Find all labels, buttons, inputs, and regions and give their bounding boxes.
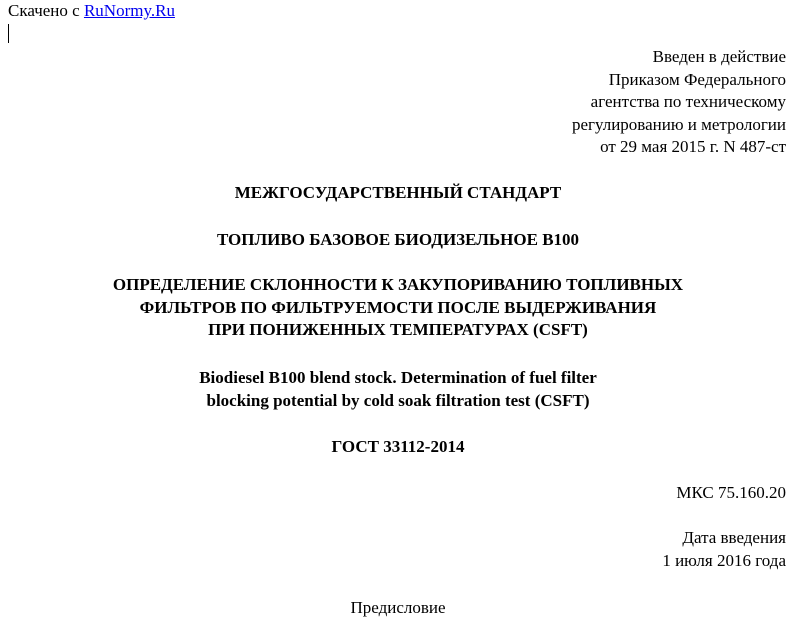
subtitle-line: ФИЛЬТРОВ ПО ФИЛЬТРУЕМОСТИ ПОСЛЕ ВЫДЕРЖИВАНИЯ (139, 297, 657, 317)
enactment-line: регулированию и метрологии (571, 114, 786, 134)
subtitle-line: ПРИ ПОНИЖЕННЫХ ТЕМПЕРАТУРАХ (CSFT) (208, 320, 588, 339)
doc-type-heading (0, 182, 790, 205)
english-title-heading (0, 367, 790, 412)
effective-date-block (386, 527, 786, 573)
source-line (8, 1, 175, 21)
preface-title: Предисловие (350, 598, 446, 617)
enactment-line: Введен в действие (652, 47, 786, 66)
source-link[interactable]: RuNormy.Ru (83, 1, 175, 20)
title-heading (0, 229, 790, 252)
subtitle-heading (0, 274, 790, 342)
effective-date: 1 июля 2016 года (662, 550, 786, 570)
enactment-line: агентства по техническому (590, 92, 786, 112)
standard-number-heading (0, 436, 790, 459)
source-prefix: Скачено с (8, 1, 84, 20)
subtitle-line: ОПРЕДЕЛЕНИЕ СКЛОННОСТИ К ЗАКУПОРИВАНИЮ ТОПЛИВНЫХ (112, 275, 684, 294)
mks-text: МКС 75.160.20 (676, 483, 786, 502)
enactment-block (386, 46, 786, 159)
effective-label: Дата введения (682, 528, 786, 547)
english-title-line: blocking potential by cold soak filtration test (CSFT) (206, 390, 590, 410)
doc-type: МЕЖГОСУДАРСТВЕННЫЙ СТАНДАРТ (234, 183, 562, 202)
text-cursor (8, 24, 9, 43)
english-title-line: Biodiesel B100 blend stock. Determination of fuel filter (199, 368, 597, 387)
enactment-line: Приказом Федерального (608, 69, 786, 89)
standard-number: ГОСТ 33112-2014 (331, 437, 465, 456)
mks-code (386, 482, 786, 505)
preface-heading (0, 597, 790, 619)
enactment-line: от 29 мая 2015 г. N 487-ст (600, 137, 786, 157)
doc-title: ТОПЛИВО БАЗОВОЕ БИОДИЗЕЛЬНОЕ B100 (216, 230, 580, 249)
